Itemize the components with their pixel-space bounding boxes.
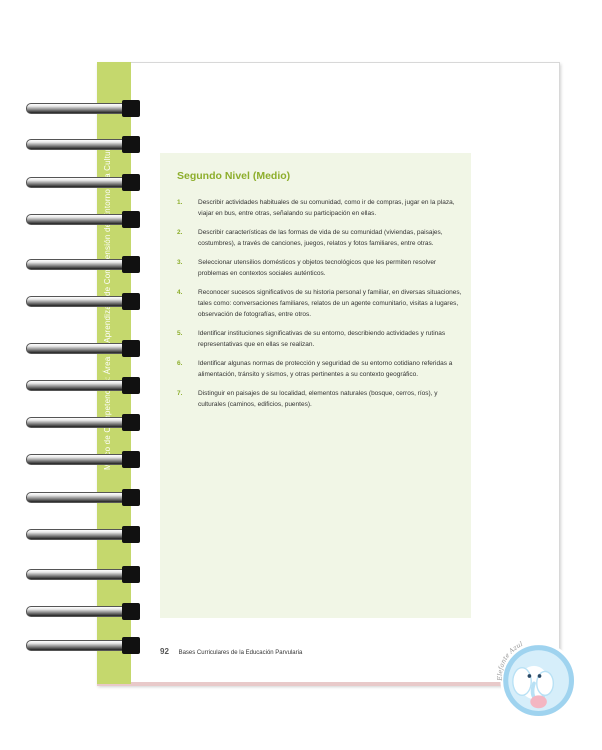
logo-text: Elefante Azul [495, 640, 524, 681]
item-text: Identificar instituciones significativas de su entorno, describiendo actividades y rutinas representativas que en ellas se realizan. [198, 330, 446, 348]
spiral-ring [26, 174, 142, 190]
spiral-ring [26, 256, 142, 272]
spiral-ring [26, 340, 142, 356]
list-item [177, 287, 462, 320]
spiral-ring [26, 526, 142, 542]
objectives-list [177, 197, 462, 418]
spiral-ring [26, 637, 142, 653]
page-footer [160, 647, 302, 656]
ring-hole [122, 526, 140, 543]
ring-hole [122, 566, 140, 583]
spiral-ring [26, 211, 142, 227]
ring-hole [122, 451, 140, 468]
item-text: Reconocer sucesos significativos de su historia personal y familiar, en diversas situaciones, tales como: conversaciones familiares, relatos de un agente comunitario, visitas a lugares, observación de fotografías, entre otros. [198, 289, 462, 318]
spiral-ring [26, 489, 142, 505]
item-number: 6. [177, 360, 183, 367]
spiral-ring [26, 603, 142, 619]
book-title: Bases Curriculares de la Educación Parvularia [178, 650, 303, 656]
item-number: 4. [177, 289, 183, 296]
spiral-ring [26, 136, 142, 152]
list-item [177, 257, 462, 279]
item-text: Identificar algunas normas de protección y seguridad de su entorno cotidiano referidas a alimentación, tránsito y sismos, y otras pertinentes a su contexto geográfico. [198, 360, 453, 378]
item-number: 7. [177, 390, 183, 397]
elephant-logo-icon [488, 630, 580, 722]
item-number: 3. [177, 259, 183, 266]
ring-hole [122, 174, 140, 191]
item-number: 1. [177, 199, 183, 206]
ring-hole [122, 100, 140, 117]
page-number: 92 [160, 647, 169, 656]
ring-hole [122, 414, 140, 431]
list-item [177, 388, 462, 410]
ring-hole [122, 211, 140, 228]
spiral-ring [26, 377, 142, 393]
ring-hole [122, 489, 140, 506]
list-item [177, 358, 462, 380]
spiral-ring [26, 566, 142, 582]
item-text: Describir características de las formas de vida de su comunidad (viviendas, paisajes, costumbres), a través de canciones, juegos, relatos y fotos familiares, entre otras. [198, 229, 443, 247]
list-item [177, 197, 462, 219]
ring-hole [122, 340, 140, 357]
item-number: 2. [177, 229, 183, 236]
ring-hole [122, 136, 140, 153]
spiral-ring [26, 293, 142, 309]
ring-hole [122, 293, 140, 310]
list-item [177, 328, 462, 350]
ring-hole [122, 377, 140, 394]
item-number: 5. [177, 330, 183, 337]
ring-hole [122, 637, 140, 654]
section-title: Segundo Nivel (Medio) [177, 170, 291, 182]
spiral-ring [26, 100, 142, 116]
ring-hole [122, 256, 140, 273]
spiral-ring [26, 414, 142, 430]
item-text: Describir actividades habituales de su comunidad, como ir de compras, jugar en la plaza, viajar en bus, entre otras, señalando su participación en ellas. [198, 199, 455, 217]
spiral-ring [26, 451, 142, 467]
item-text: Distinguir en paisajes de su localidad, elementos naturales (bosque, cerros, ríos), y culturales (caminos, edificios, puentes). [198, 390, 438, 408]
ring-hole [122, 603, 140, 620]
item-text: Seleccionar utensilios domésticos y objetos tecnológicos que les permiten resolver problemas en contextos sociales auténticos. [198, 259, 437, 277]
list-item [177, 227, 462, 249]
